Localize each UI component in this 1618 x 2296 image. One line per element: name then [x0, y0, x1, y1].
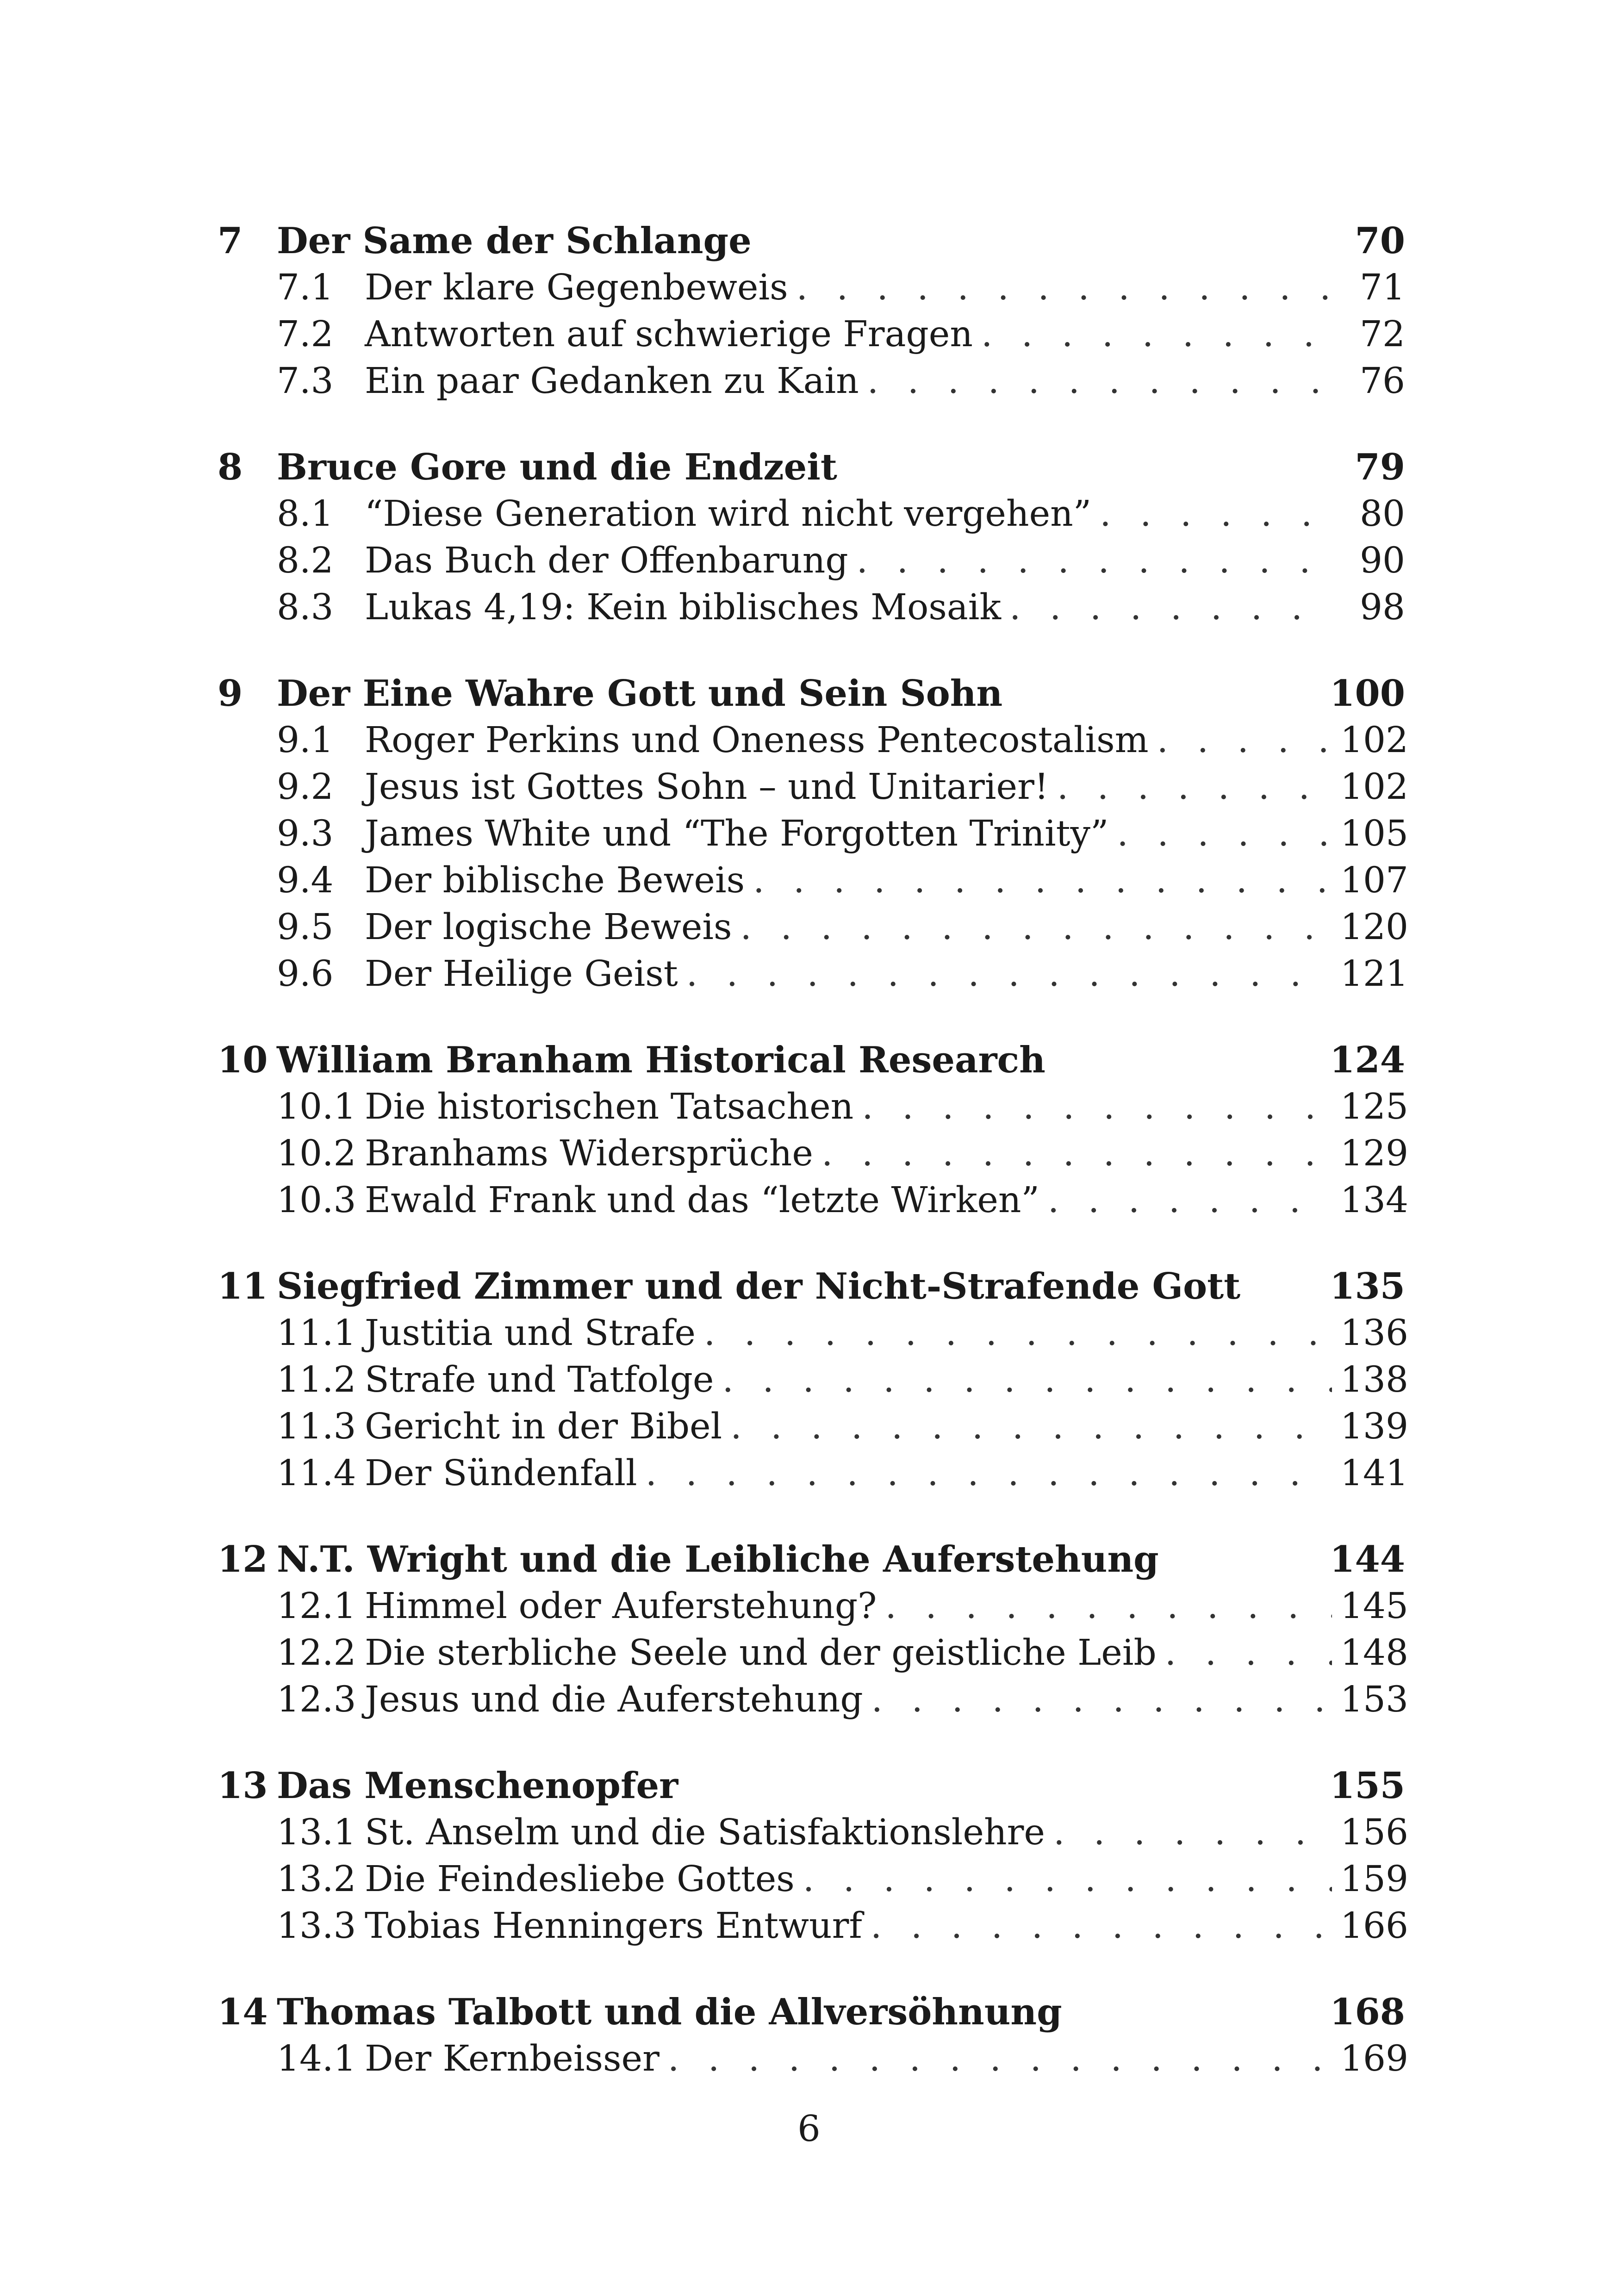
section-number: 12.3: [277, 1679, 356, 1720]
section-title: James White und “The Forgotten Trinity”: [365, 813, 1109, 854]
chapter-title: N.T. Wright und die Leibliche Auferstehung: [277, 1538, 1159, 1580]
section-entry[interactable]: [218, 1310, 1408, 1356]
chapter-page: 135: [1330, 1265, 1405, 1307]
section-entry[interactable]: [218, 1676, 1408, 1723]
section-number: 9.5: [277, 907, 334, 948]
section-title: Das Buch der Offenbarung: [365, 540, 848, 581]
section-number: 9.2: [277, 766, 334, 808]
section-number: 13.2: [277, 1859, 356, 1900]
toc-chapter: [218, 1037, 1408, 1224]
section-number: 9.6: [277, 953, 334, 995]
section-page: 102: [1340, 720, 1408, 761]
chapter-title: William Branham Historical Research: [277, 1039, 1045, 1081]
chapter-title: Das Menschenopfer: [277, 1765, 678, 1807]
section-title: Ewald Frank und das “letzte Wirken”: [365, 1180, 1039, 1221]
section-page: 136: [1340, 1313, 1408, 1354]
chapter-heading[interactable]: [218, 1037, 1405, 1083]
section-entry[interactable]: [218, 1809, 1408, 1856]
section-page: 138: [1340, 1359, 1408, 1400]
section-page: 148: [1340, 1632, 1408, 1674]
section-entry[interactable]: [218, 1083, 1408, 1130]
chapter-heading[interactable]: [218, 670, 1405, 717]
leader-dots: [803, 1856, 1332, 1903]
section-entry[interactable]: [218, 951, 1408, 997]
section-entry[interactable]: [218, 1177, 1408, 1224]
chapter-title: Der Eine Wahre Gott und Sein Sohn: [277, 672, 1003, 715]
toc-chapter: [218, 1762, 1408, 1949]
leader-dots: [668, 2035, 1332, 2082]
section-number: 13.1: [277, 1812, 356, 1853]
leader-dots: [1100, 491, 1332, 537]
section-page: 98: [1360, 587, 1405, 628]
chapter-heading[interactable]: [218, 444, 1405, 491]
section-title: Die Feindesliebe Gottes: [365, 1859, 795, 1900]
section-number: 11.4: [277, 1453, 356, 1494]
section-entry[interactable]: [218, 537, 1405, 584]
leader-dots: [730, 1403, 1332, 1450]
leader-dots: [871, 1903, 1332, 1949]
leader-dots: [981, 311, 1332, 358]
chapter-number: 7: [218, 220, 243, 262]
toc-chapter: [218, 1263, 1408, 1497]
section-page: 105: [1340, 813, 1408, 854]
section-title: Strafe und Tatfolge: [365, 1359, 714, 1400]
section-entry[interactable]: [218, 311, 1405, 358]
page-number: 6: [797, 2108, 821, 2150]
section-page: 156: [1340, 1812, 1408, 1853]
chapter-page: 155: [1330, 1765, 1405, 1807]
section-page: 76: [1360, 361, 1405, 402]
section-number: 8.3: [277, 587, 334, 628]
toc-chapter: [218, 444, 1405, 631]
section-title: St. Anselm und die Satisfaktionslehre: [365, 1812, 1045, 1853]
section-entry[interactable]: [218, 2035, 1408, 2082]
section-number: 7.1: [277, 267, 334, 308]
leader-dots: [821, 1130, 1332, 1177]
section-page: 153: [1340, 1679, 1408, 1720]
section-entry[interactable]: [218, 857, 1408, 904]
section-page: 72: [1360, 314, 1405, 355]
chapter-number: 14: [218, 1991, 268, 2033]
section-title: Der Sündenfall: [365, 1453, 637, 1494]
chapter-title: Bruce Gore und die Endzeit: [277, 446, 837, 488]
section-page: 121: [1340, 953, 1408, 995]
section-number: 13.3: [277, 1905, 356, 1947]
chapter-title: Der Same der Schlange: [277, 220, 752, 262]
section-number: 7.2: [277, 314, 334, 355]
section-number: 11.1: [277, 1313, 356, 1354]
chapter-page: 124: [1330, 1039, 1405, 1081]
section-page: 120: [1340, 907, 1408, 948]
section-title: Himmel oder Auferstehung?: [365, 1586, 877, 1627]
chapter-number: 13: [218, 1765, 268, 1807]
section-entry[interactable]: [218, 717, 1408, 764]
section-title: Justitia und Strafe: [365, 1313, 696, 1354]
toc-chapter: [218, 670, 1408, 997]
section-title: Der klare Gegenbeweis: [365, 267, 788, 308]
chapter-number: 11: [218, 1265, 268, 1307]
section-number: 8.2: [277, 540, 334, 581]
chapter-heading[interactable]: [218, 218, 1405, 264]
section-title: Lukas 4,19: Kein biblisches Mosaik: [365, 587, 1002, 628]
leader-dots: [885, 1583, 1332, 1630]
section-page: 90: [1360, 540, 1405, 581]
leader-dots: [686, 951, 1332, 997]
section-number: 9.3: [277, 813, 334, 854]
section-number: 7.3: [277, 361, 334, 402]
leader-dots: [1057, 764, 1332, 810]
chapter-page: 70: [1355, 220, 1405, 262]
section-page: 80: [1360, 493, 1405, 535]
section-title: Gericht in der Bibel: [365, 1406, 722, 1447]
section-page: 71: [1360, 267, 1405, 308]
chapter-heading[interactable]: [218, 1762, 1405, 1809]
chapter-page: 100: [1330, 672, 1405, 715]
section-entry[interactable]: [218, 1450, 1408, 1497]
section-title: Branhams Widersprüche: [365, 1133, 813, 1174]
section-number: 9.4: [277, 860, 334, 901]
section-entry[interactable]: [218, 491, 1405, 537]
leader-dots: [871, 1676, 1332, 1723]
section-number: 9.1: [277, 720, 334, 761]
section-entry[interactable]: [218, 764, 1408, 810]
section-title: Ein paar Gedanken zu Kain: [365, 361, 859, 402]
section-number: 10.3: [277, 1180, 356, 1221]
section-entry[interactable]: [218, 1583, 1408, 1630]
section-number: 10.1: [277, 1086, 356, 1127]
chapter-heading[interactable]: [218, 1263, 1405, 1310]
section-entry[interactable]: [218, 1903, 1408, 1949]
section-number: 11.2: [277, 1359, 356, 1400]
leader-dots: [704, 1310, 1332, 1356]
section-number: 11.3: [277, 1406, 356, 1447]
section-page: 141: [1340, 1453, 1408, 1494]
chapter-heading[interactable]: [218, 1989, 1405, 2035]
section-page: 166: [1340, 1905, 1408, 1947]
section-title: Der biblische Beweis: [365, 860, 745, 901]
section-entry[interactable]: [218, 264, 1405, 311]
section-entry[interactable]: [218, 1856, 1408, 1903]
chapter-page: 144: [1330, 1538, 1405, 1580]
leader-dots: [1157, 717, 1332, 764]
chapter-number: 9: [218, 672, 243, 715]
leader-dots: [1009, 584, 1332, 631]
section-page: 102: [1340, 766, 1408, 808]
section-entry[interactable]: [218, 904, 1408, 951]
section-title: Der logische Beweis: [365, 907, 732, 948]
section-page: 169: [1340, 2038, 1408, 2079]
section-page: 107: [1340, 860, 1408, 901]
toc-chapter: [218, 1989, 1408, 2082]
leader-dots: [741, 904, 1332, 951]
section-page: 129: [1340, 1133, 1408, 1174]
section-title: Jesus ist Gottes Sohn – und Unitarier!: [365, 766, 1049, 808]
section-title: Tobias Henningers Entwurf: [365, 1905, 862, 1947]
section-title: Antworten auf schwierige Fragen: [365, 314, 973, 355]
section-title: “Diese Generation wird nicht vergehen”: [365, 493, 1092, 535]
leader-dots: [722, 1356, 1332, 1403]
section-title: Die historischen Tatsachen: [365, 1086, 854, 1127]
section-page: 145: [1340, 1586, 1408, 1627]
section-page: 134: [1340, 1180, 1408, 1221]
leader-dots: [857, 537, 1332, 584]
leader-dots: [862, 1083, 1332, 1130]
chapter-number: 8: [218, 446, 243, 488]
chapter-heading[interactable]: [218, 1536, 1405, 1583]
section-entry[interactable]: [218, 1356, 1408, 1403]
leader-dots: [797, 264, 1332, 311]
section-entry[interactable]: [218, 358, 1405, 404]
leader-dots: [1048, 1177, 1332, 1224]
section-number: 8.1: [277, 493, 334, 535]
section-entry[interactable]: [218, 1403, 1408, 1450]
toc-chapter: [218, 218, 1405, 404]
leader-dots: [1053, 1809, 1332, 1856]
section-title: Roger Perkins und Oneness Pentecostalism: [365, 720, 1149, 761]
section-title: Der Heilige Geist: [365, 953, 678, 995]
section-title: Der Kernbeisser: [365, 2038, 660, 2079]
section-title: Jesus und die Auferstehung: [365, 1679, 863, 1720]
chapter-title: Thomas Talbott und die Allversöhnung: [277, 1991, 1062, 2033]
section-number: 12.1: [277, 1586, 356, 1627]
section-number: 12.2: [277, 1632, 356, 1674]
chapter-number: 12: [218, 1538, 268, 1580]
section-entry[interactable]: [218, 810, 1408, 857]
leader-dots: [753, 857, 1332, 904]
section-page: 139: [1340, 1406, 1408, 1447]
leader-dots: [646, 1450, 1332, 1497]
section-entry[interactable]: [218, 584, 1405, 631]
leader-dots: [1165, 1630, 1332, 1676]
chapter-title: Siegfried Zimmer und der Nicht-Strafende Gott: [277, 1265, 1241, 1307]
section-page: 125: [1340, 1086, 1408, 1127]
section-number: 14.1: [277, 2038, 356, 2079]
section-entry[interactable]: [218, 1130, 1408, 1177]
chapter-page: 168: [1330, 1991, 1405, 2033]
section-title: Die sterbliche Seele und der geistliche Leib: [365, 1632, 1157, 1674]
chapter-page: 79: [1355, 446, 1405, 488]
leader-dots: [867, 358, 1332, 404]
section-page: 159: [1340, 1859, 1408, 1900]
section-entry[interactable]: [218, 1630, 1408, 1676]
table-of-contents: [218, 218, 1408, 2122]
chapter-number: 10: [218, 1039, 268, 1081]
section-number: 10.2: [277, 1133, 356, 1174]
leader-dots: [1117, 810, 1332, 857]
toc-chapter: [218, 1536, 1408, 1723]
